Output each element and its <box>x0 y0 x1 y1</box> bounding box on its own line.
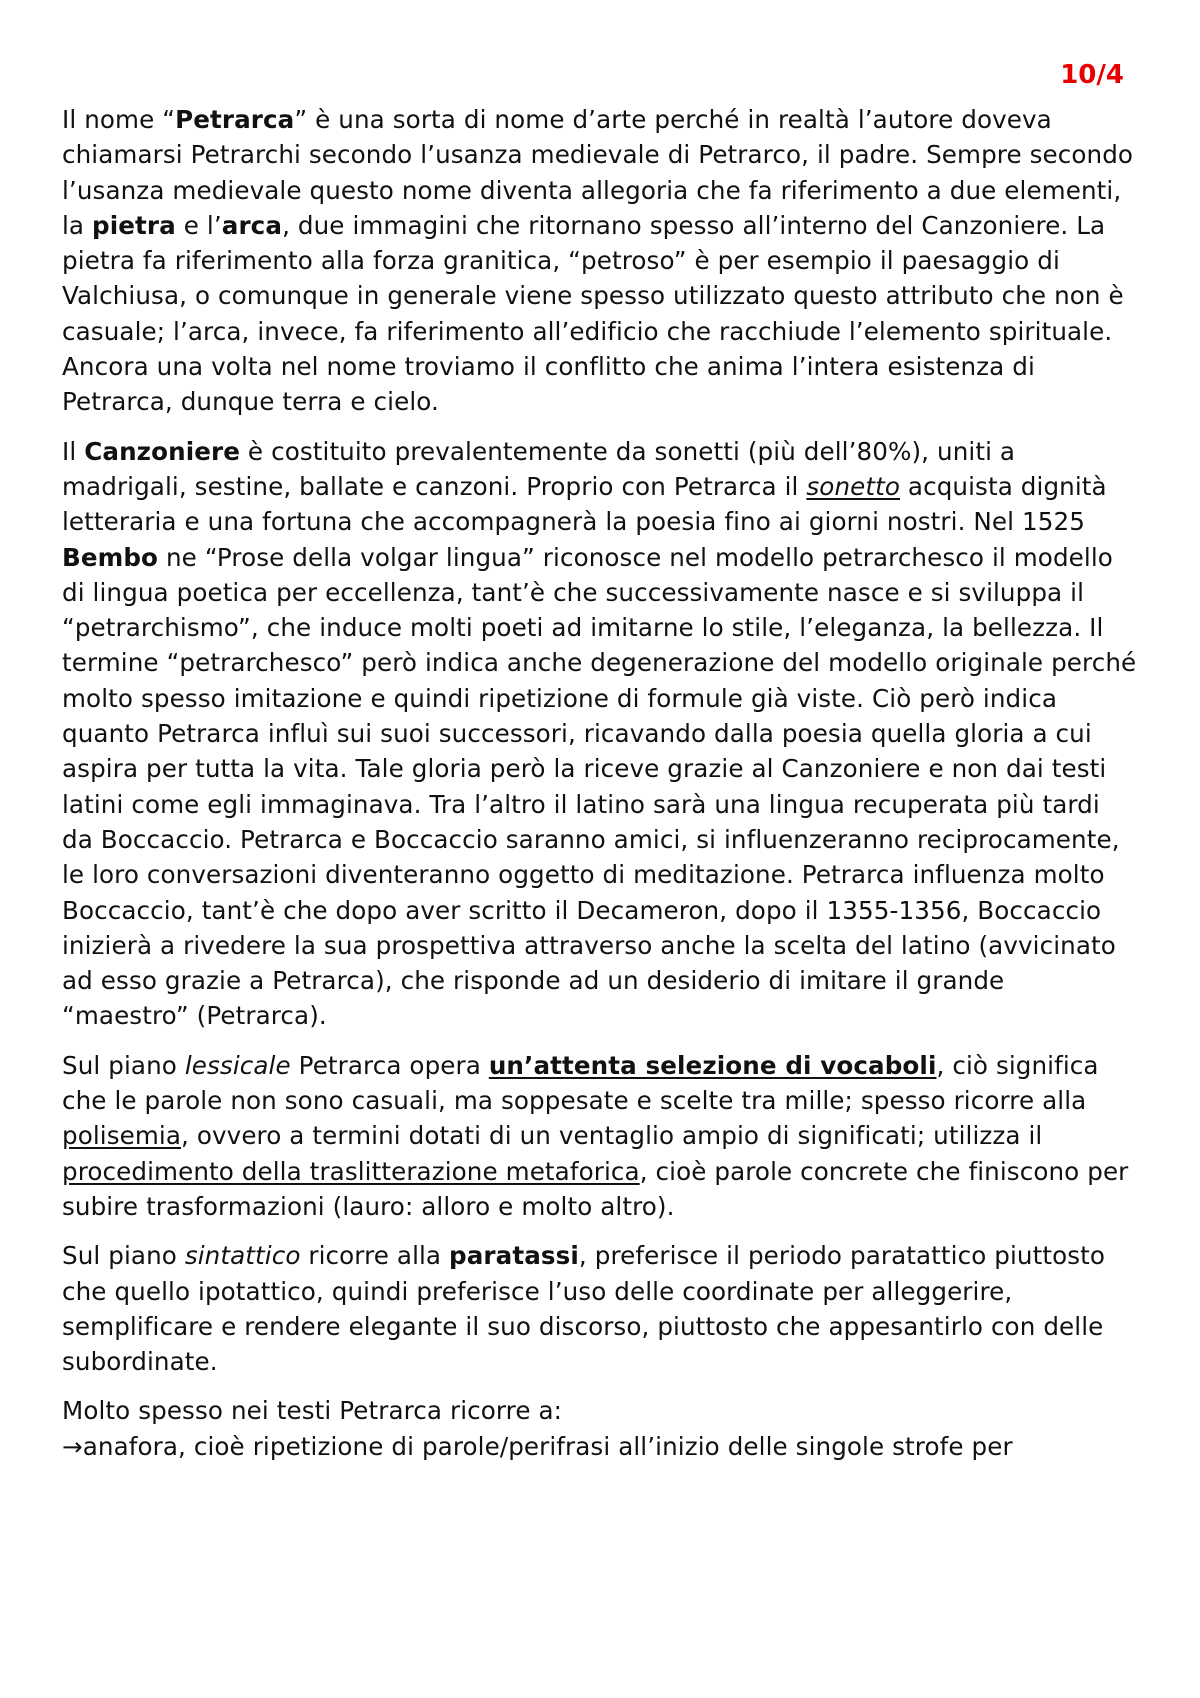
bold-term-petrarca: Petrarca <box>175 105 295 134</box>
italic-underlined-term-sonetto: sonetto <box>806 471 901 501</box>
paragraph-petrarca-name <box>62 102 1138 420</box>
text-run: e l’ <box>175 210 222 240</box>
text-run: Sul piano <box>62 1050 185 1080</box>
bold-term-pietra: pietra <box>92 210 176 240</box>
bold-term-arca: arca <box>221 210 283 240</box>
text-run: ne “Prose della volgar lingua” riconosce nel modello petrarchesco il modello di lingua poetica per eccellenza, tant’è che successivamente nasce e si sviluppa il “petrarchismo”, che induce molti poeti ad imitarne lo stile, l’eleganza, la bellezza. Il termine “petrarchesco” però indica anche degenerazione del modello originale perché molto spesso imitazione e quindi ripetizione di formule già viste. Ciò però indica quanto Petrarca influì sui suoi successori, ricavando dalla poesia quella gloria a cui aspira per tutta la vita. Tale gloria però la riceve grazie al Canzoniere e non dai testi latini come egli immaginava. Tra l’altro il latino sarà una lingua recuperata più tardi da Boccaccio. Petrarca e Boccaccio saranno amici, si influenzeranno reciprocamente, le loro conversazioni diventeranno oggetto di meditazione. Petrarca influenza molto Boccaccio, tant’è che dopo aver scritto il Decameron, dopo il 1355-1356, Boccaccio inizierà a rivedere la sua prospettiva attraverso anche la scelta del latino (avvicinato ad esso grazie a Petrarca), che risponde ad un desiderio di imitare il grande “maestro” (Petrarca). <box>62 542 1137 1031</box>
bold-term-canzoniere: Canzoniere <box>84 436 241 466</box>
italic-term-sintattico: sintattico <box>184 1241 301 1271</box>
paragraph-canzoniere <box>62 434 1138 1034</box>
text-run: ricorre alla <box>300 1241 450 1271</box>
italic-term-lessicale: lessicale <box>184 1050 291 1080</box>
text-run: , preferisce il periodo paratattico piuttosto che quello ipotattico, quindi preferisce l’uso delle coordinate per alleggerire, semplificare e rendere elegante il suo discorso, piuttosto che appesantirlo con delle subordinate. <box>62 1241 1106 1377</box>
paragraph-lessicale <box>62 1048 1138 1224</box>
text-run: , ciò significa che le parole non sono casuali, ma soppesate e scelte tra mille; spesso ricorre alla <box>62 1050 1099 1116</box>
text-run: acquista dignità letteraria e una fortuna che accompagnerà la poesia fino ai giorni nostri. Nel 1525 <box>62 471 1107 537</box>
text-run: , cioè parole concrete che finiscono per subire trasformazioni (lauro: alloro e molto altro). <box>62 1156 1129 1221</box>
text-run: , ovvero a termini dotati di un ventaglio ampio di significati; utilizza il <box>181 1121 1043 1151</box>
text-run: Il <box>62 436 85 466</box>
bold-underlined-term-selezione: un’attenta selezione di vocaboli <box>488 1050 937 1080</box>
text-run: Sul piano <box>62 1241 185 1271</box>
underlined-term-polisemia: polisemia <box>62 1121 182 1151</box>
paragraph-sintattico <box>62 1238 1138 1379</box>
text-run: ” è una sorta di nome d’arte perché in realtà l’autore doveva chiamarsi Petrarchi secondo l’usanza medievale di Petrarco, il padre. Sempre secondo l’usanza medievale questo nome diventa allegoria che fa riferimento a due elementi, la <box>62 105 1134 240</box>
underlined-term-traslitterazione: procedimento della traslitterazione metaforica <box>62 1156 640 1186</box>
document-body <box>62 102 1138 1464</box>
text-run: Petrarca opera <box>290 1050 489 1080</box>
page-number: 10/4 <box>1060 60 1124 90</box>
text-run: Il nome “ <box>62 105 176 134</box>
bold-term-bembo: Bembo <box>62 542 159 572</box>
list-item-anafora: →anafora, cioè ripetizione di parole/perifrasi all’inizio delle singole strofe per <box>62 1431 1013 1461</box>
paragraph-figure-retoriche-intro: Molto spesso nei testi Petrarca ricorre a: <box>62 1396 563 1426</box>
bold-term-paratassi: paratassi <box>449 1241 579 1271</box>
text-run: è costituito prevalentemente da sonetti (più dell’80%), uniti a madrigali, sestine, ballate e canzoni. Proprio con Petrarca il <box>62 436 1016 501</box>
text-run: , due immagini che ritornano spesso all’interno del Canzoniere. La pietra fa riferimento alla forza granitica, “petroso” è per esempio il paesaggio di Valchiusa, o comunque in generale viene spesso utilizzato questo attributo che non è casuale; l’arca, invece, fa riferimento all’edificio che racchiude l’elemento spirituale. Ancora una volta nel nome troviamo il conflitto che anima l’intera esistenza di Petrarca, dunque terra e cielo. <box>62 210 1124 417</box>
